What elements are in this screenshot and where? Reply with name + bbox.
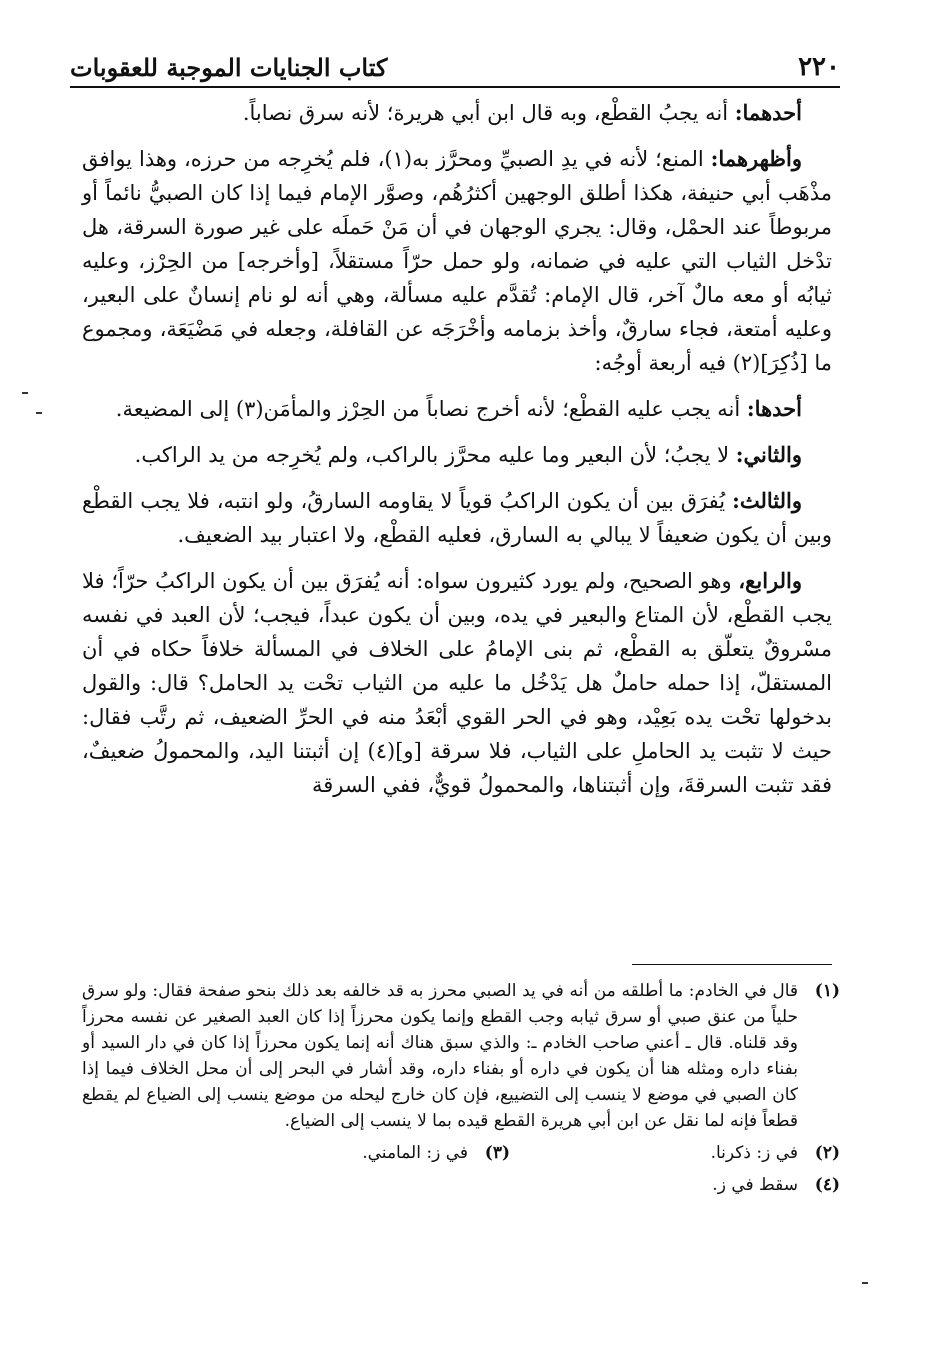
paragraph-lead: وأظهرهما: bbox=[710, 146, 802, 171]
paragraph-text: لا يجبُ؛ لأن البعير وما عليه محرَّز بالراكب، ولم يُخرِجه من يد الراكب. bbox=[134, 443, 730, 467]
footnote bbox=[82, 978, 840, 1134]
paragraph-lead: والرابع، bbox=[738, 568, 802, 593]
footnote-number: (١) bbox=[814, 981, 840, 1001]
footnote-number: (٢) bbox=[814, 1143, 840, 1163]
paragraph-text: أنه يجبُ القطْع، وبه قال ابن أبي هريرة؛ لأنه سرق نصاباً. bbox=[242, 101, 729, 125]
footnote bbox=[362, 1140, 510, 1166]
footnote-text: في ز: المامني. bbox=[362, 1143, 468, 1163]
paragraph-text: وهو الصحيح، ولم يورد كثيرون سواه: أنه يُفرَق بين أن يكون الراكبُ حرّاً؛ فلا يجب القطْع، لأن المتاع والبعير في يده، وبين أن يكون عبداً، فيجب؛ لأن العبد في نفسه مسْروقٌ يتعلّق به القطْع، ثم بنى الإمامُ على الخلاف في المسألة خلافاً حكاه في أن المستقلّ، إذا حمله حاملٌ هل يَدْخُل ما عليه من الثياب تحْت يد الحامل؟ قال: والقول بدخولها تحْت يده بَعِيْد، وهو في الحر القوي أبْعَدُ منه في الحرِّ الضعيف، ثم رتَّب فقال: حيث لا تثبت يد الحاملِ على الثياب، فلا سرقة [و](٤) إن أثبتنا اليد، والمحمولُ ضعيفٌ، فقد تثبت السرقةَ، وإن أثبتناها، والمحمولُ قويٌّ، ففي السرقة bbox=[82, 569, 832, 797]
running-title: كتاب الجنايات الموجبة للعقوبات bbox=[70, 53, 388, 82]
footnote-number: (٣) bbox=[484, 1143, 510, 1163]
footnote-number: (٤) bbox=[814, 1175, 840, 1195]
footnote bbox=[510, 1140, 840, 1166]
paragraph-lead: والثالث: bbox=[732, 488, 802, 513]
footnote-text: سقط في ز. bbox=[712, 1175, 798, 1195]
paragraph-text: المنع؛ لأنه في يدِ الصبيِّ ومحرَّز به(١)، فلم يُخرِجه من حرزه، وهذا يوافق مذْهَب أبي حنيفة، هكذا أطلق الوجهين أكثرُهُم، وصوَّر الإمام فيما إذا كان الصبيُّ نائماً أو مربوطاً عند الحمْل، وقال: يجري الوجهان في أن مَنْ حَملَه على غير صورة السرقة، هل تدْخل الثياب التي عليه في ضمانه، ولو حمل حرّاً مستقلاً، [وأخرجه] من الحِرْز، وعليه ثيابُه أو معه مالٌ آخر، قال الإمام: تُقدَّم عليه مسألة، وهي أنه لو نام إنسانٌ على البعير، وعليه أمتعة، فجاء سارقٌ، وأخذ بزمامه وأخْرَجَه عن القافلة، وجعله في مَضْيَعَة، ومجموع ما [ذُكِرَ](٢) فيه أربعة أوجُه: bbox=[82, 147, 832, 375]
footnote-row bbox=[82, 1140, 840, 1166]
footnote-text: قال في الخادم: ما أطلقه من أنه في يد الصبي محرز به قد خالفه بعد ذلك بنحو صفحة فقال: ولو سرق حلياً من عنق صبي أو سرق ثيابه وجب القطع وإنما يكون محرزاً إذا كان العبد الصغير عن نفسه محرزاً وقد قلناه. قال ـ أعني صاحب الخادم ـ: والذي سبق هناك أنه إنما يكون محرزاً إذا كان في دار السيد أو بفناء داره ومثله هنا أن يكون في داره أو بفناء داره، وقد أشار في البحر إلى أن محل الخلاف فيما إذا كان الصبي في موضع لا ينسب إلى التضييع، فإن كان خارج ليحله من موضع ينسب إلى الضياع لم يقطع قطعاً فإنه لما نقل عن ابن أبي هريرة القطع قيده بما لا ينسب إلى الضياع. bbox=[82, 981, 798, 1131]
scan-mark bbox=[22, 392, 28, 394]
paragraph-text: أنه يجب عليه القطْع؛ لأنه أخرج نصاباً من الحِرْز والمأمَن(٣) إلى المضيعة. bbox=[115, 397, 741, 421]
main-text bbox=[82, 96, 832, 814]
footnote-text: في ز: ذكرنا. bbox=[710, 1143, 798, 1163]
footnote bbox=[82, 1172, 840, 1198]
scan-mark bbox=[36, 412, 42, 414]
page-header bbox=[70, 38, 840, 88]
paragraph bbox=[82, 392, 832, 426]
scan-mark bbox=[862, 1282, 868, 1284]
paragraph bbox=[82, 96, 832, 130]
paragraph-lead: والثاني: bbox=[735, 442, 802, 467]
footnote-separator bbox=[632, 964, 832, 965]
paragraph bbox=[82, 142, 832, 380]
page-number: ٢٢٠ bbox=[798, 52, 840, 82]
paragraph-lead: أحدهما: bbox=[734, 100, 802, 125]
paragraph bbox=[82, 438, 832, 472]
paragraph-lead: أحدها: bbox=[746, 396, 802, 421]
footnotes bbox=[82, 978, 840, 1202]
paragraph bbox=[82, 564, 832, 802]
paragraph-text: يُفرَق بين أن يكون الراكبُ قوياً لا يقاومه السارقُ، ولو انتبه، فلا يجب القطْع وبين أن يكون ضعيفاً لا يبالي به السارق، فعليه القطْع، ولا اعتبار بيد الضعيف. bbox=[82, 489, 832, 547]
paragraph bbox=[82, 484, 832, 552]
